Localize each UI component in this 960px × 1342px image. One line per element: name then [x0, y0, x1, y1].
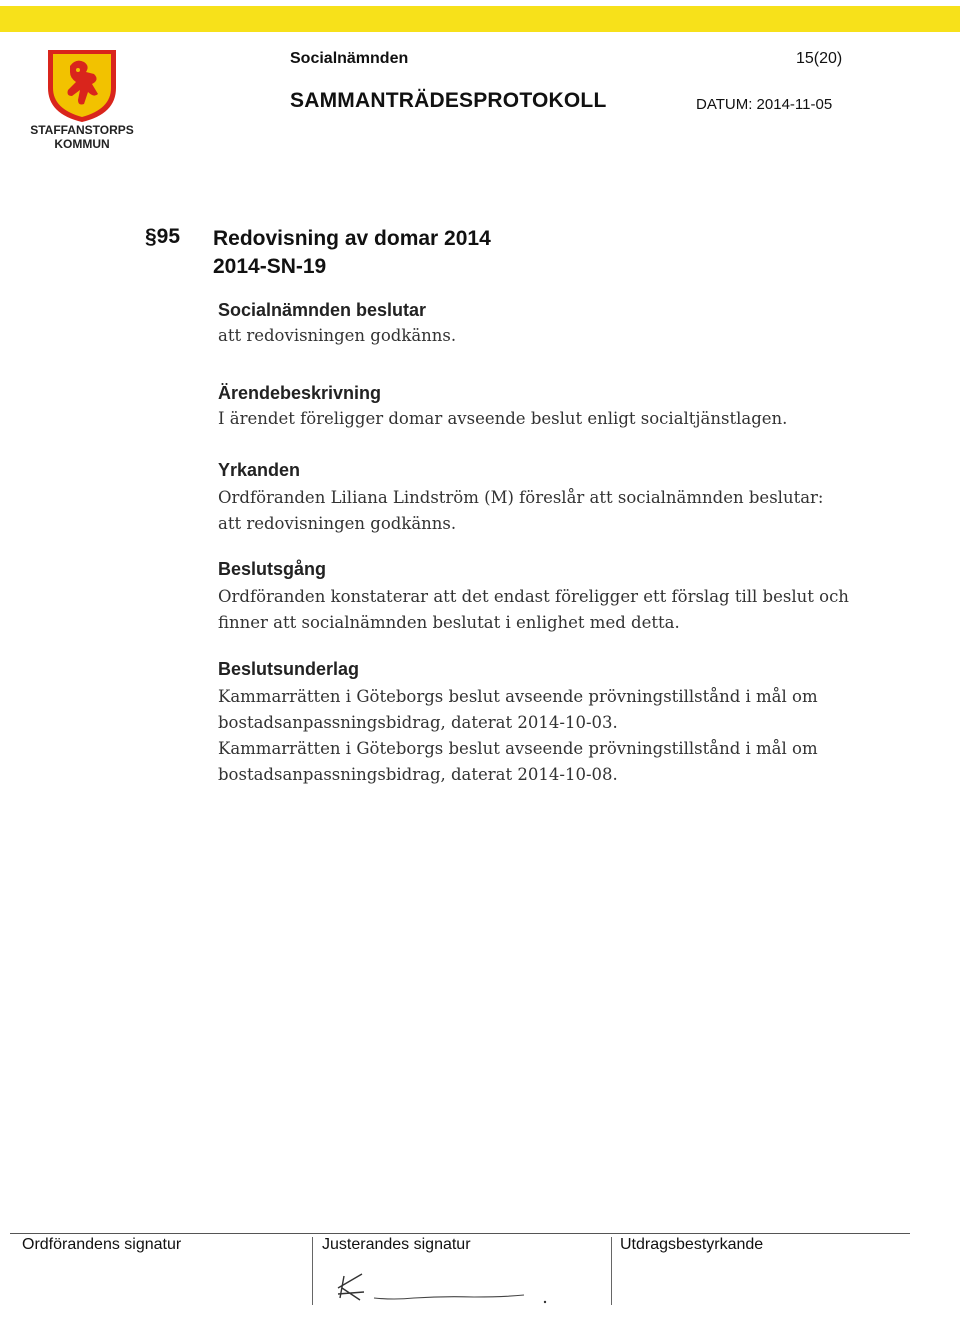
organization-name-line-2: KOMMUN: [54, 137, 110, 151]
basis-line: bostadsanpassningsbidrag, daterat 2014-10-08.: [218, 765, 618, 784]
footer-divider: [611, 1237, 612, 1305]
section-heading: [213, 225, 491, 281]
decision-block: [218, 300, 858, 349]
page-number: 15(20): [796, 50, 843, 67]
section-title: Redovisning av domar 2014: [213, 227, 491, 250]
decision-heading: Socialnämnden beslutar: [218, 300, 427, 320]
description-heading: Ärendebeskrivning: [218, 383, 382, 403]
case-id: 2014-SN-19: [213, 255, 327, 278]
basis-heading: Beslutsunderlag: [218, 659, 360, 679]
top-margin: [0, 0, 960, 6]
organization-name-line-1: STAFFANSTORPS: [30, 123, 134, 137]
motions-line: att redovisningen godkänns.: [218, 514, 457, 533]
procedure-line: finner att socialnämnden beslutat i enlighet med detta.: [218, 613, 680, 632]
procedure-heading: Beslutsgång: [218, 559, 327, 579]
section-number: §95: [145, 225, 181, 248]
basis-line: bostadsanpassningsbidrag, daterat 2014-10-03.: [218, 713, 618, 732]
basis-block: [218, 659, 858, 788]
organization-name: [22, 123, 142, 151]
motions-line: Ordföranden Liliana Lindström (M) föreslår att socialnämnden beslutar:: [218, 488, 824, 507]
description-block: [218, 383, 858, 432]
document-title: SAMMANTRÄDESPROTOKOLL: [290, 89, 607, 112]
coat-of-arms-logo: [40, 44, 124, 124]
procedure-line: Ordföranden konstaterar att det endast föreligger ett förslag till beslut och: [218, 587, 849, 606]
motions-block: [218, 460, 858, 537]
footer-rule: [10, 1233, 910, 1234]
basis-line: Kammarrätten i Göteborgs beslut avseende prövningstillstånd i mål om: [218, 739, 818, 758]
footer-divider: [312, 1237, 313, 1305]
handwritten-signature: [334, 1268, 564, 1308]
committee-name: Socialnämnden: [290, 50, 409, 67]
chair-signature-label: Ordförandens signatur: [22, 1236, 182, 1253]
adjuster-signature-label: Justerandes signatur: [322, 1236, 471, 1253]
description-text: I ärendet föreligger domar avseende beslut enligt socialtjänstlagen.: [218, 409, 788, 428]
meeting-date: DATUM: 2014-11-05: [696, 96, 833, 113]
motions-heading: Yrkanden: [218, 460, 301, 480]
decision-text: att redovisningen godkänns.: [218, 326, 457, 345]
extract-certification-label: Utdragsbestyrkande: [620, 1236, 764, 1253]
procedure-block: [218, 559, 858, 636]
basis-line: Kammarrätten i Göteborgs beslut avseende prövningstillstånd i mål om: [218, 687, 818, 706]
